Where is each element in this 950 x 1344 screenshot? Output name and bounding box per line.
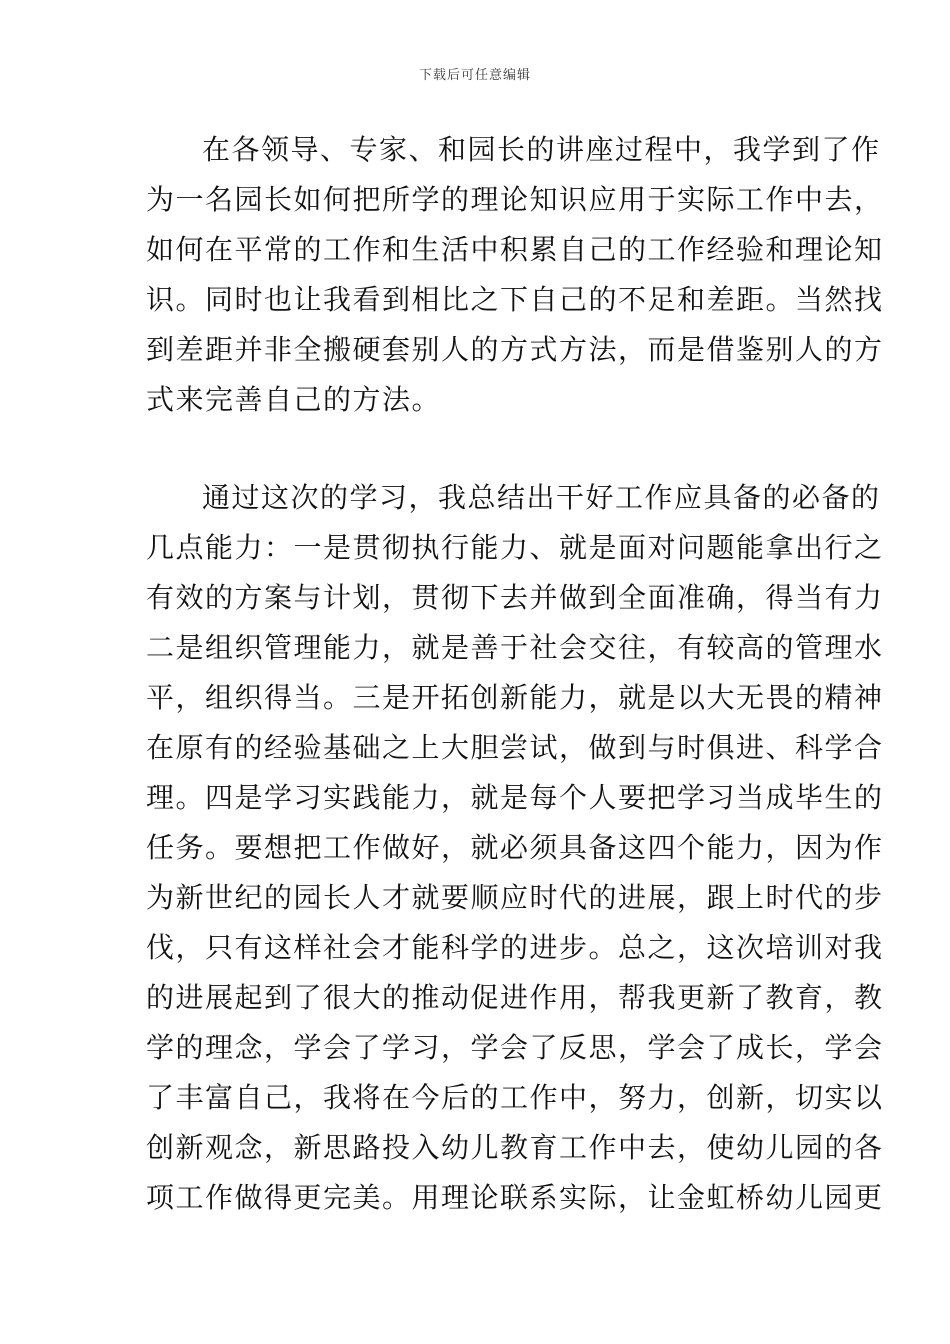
paragraph-line: 伐，只有这样社会才能科学的进步。总之，这次培训对我 <box>146 931 884 964</box>
paragraph-line: 项工作做得更完美。用理论联系实际，让金虹桥幼儿园更 <box>146 1181 884 1214</box>
paragraph-line: 到差距并非全搬硬套别人的方式方法，而是借鉴别人的方 <box>146 333 884 366</box>
paragraph-line: 二是组织管理能力，就是善于社会交往，有较高的管理水 <box>146 631 884 664</box>
paragraph-line: 为新世纪的园长人才就要顺应时代的进展，跟上时代的步 <box>146 881 884 914</box>
download-note-header: 下载后可任意编辑 <box>418 68 531 83</box>
paragraph-line: 在各领导、专家、和园长的讲座过程中，我学到了作 <box>202 133 881 166</box>
paragraph-line: 在原有的经验基础之上大胆尝试，做到与时俱进、科学合 <box>146 731 884 764</box>
paragraph-line: 学的理念，学会了学习，学会了反思，学会了成长，学会 <box>146 1031 884 1064</box>
paragraph-line: 如何在平常的工作和生活中积累自己的工作经验和理论知 <box>146 233 884 266</box>
paragraph-line: 理。四是学习实践能力，就是每个人要把学习当成毕生的 <box>146 781 884 814</box>
paragraph-line: 创新观念，新思路投入幼儿教育工作中去，使幼儿园的各 <box>146 1131 884 1164</box>
paragraph-line: 识。同时也让我看到相比之下自己的不足和差距。当然找 <box>146 283 884 316</box>
paragraph-line: 了丰富自己，我将在今后的工作中，努力，创新，切实以 <box>146 1081 884 1114</box>
paragraph-line: 通过这次的学习，我总结出干好工作应具备的必备的 <box>202 481 881 514</box>
paragraph-line: 任务。要想把工作做好，就必须具备这四个能力，因为作 <box>146 831 884 864</box>
paragraph-line: 的进展起到了很大的推动促进作用，帮我更新了教育，教 <box>146 981 884 1014</box>
paragraph-line: 有效的方案与计划，贯彻下去并做到全面准确，得当有力 <box>146 581 884 614</box>
paragraph-1 <box>146 125 884 425</box>
paragraph-line: 几点能力：一是贯彻执行能力、就是面对问题能拿出行之 <box>146 531 884 564</box>
paragraph-2 <box>146 473 884 1223</box>
paragraph-line: 平，组织得当。三是开拓创新能力，就是以大无畏的精神 <box>146 681 884 714</box>
paragraph-line: 为一名园长如何把所学的理论知识应用于实际工作中去， <box>146 183 884 216</box>
paragraph-line: 式来完善自己的方法。 <box>146 383 442 416</box>
